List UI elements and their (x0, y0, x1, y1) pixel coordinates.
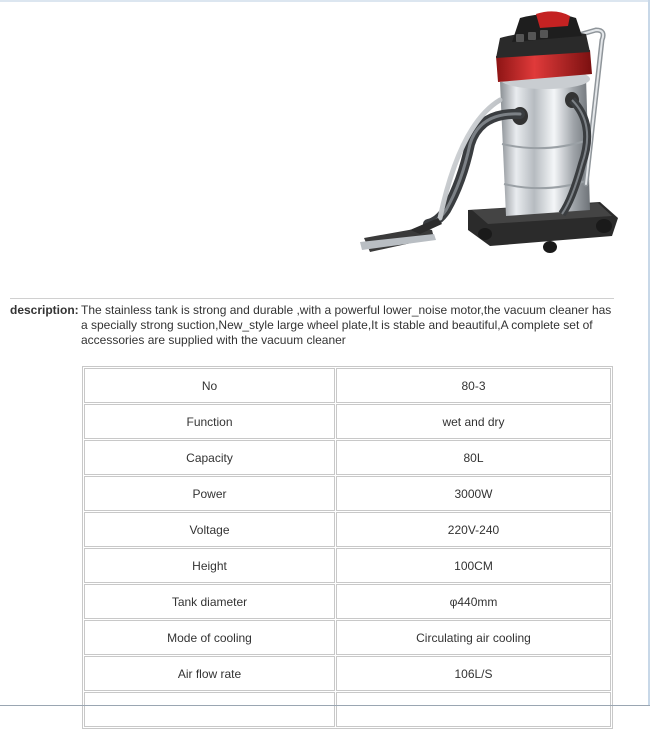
top-border (0, 0, 650, 2)
table-row (84, 584, 611, 619)
spec-label: Mode of cooling (84, 620, 335, 655)
spec-label: Height (84, 548, 335, 583)
table-row (84, 440, 611, 475)
table-row (84, 512, 611, 547)
spec-label: No (84, 368, 335, 403)
spec-value: 80L (336, 440, 611, 475)
table-row (84, 404, 611, 439)
table-row (84, 368, 611, 403)
spec-table (82, 366, 613, 729)
spec-label: Power (84, 476, 335, 511)
table-row (84, 656, 611, 691)
table-row (84, 620, 611, 655)
spec-label: Voltage (84, 512, 335, 547)
description-label: description: (10, 303, 79, 317)
table-row (84, 476, 611, 511)
spec-label: Air flow rate (84, 656, 335, 691)
spec-value: 80-3 (336, 368, 611, 403)
vacuum-cleaner-image (350, 4, 630, 272)
spec-value: 106L/S (336, 656, 611, 691)
spec-label: Function (84, 404, 335, 439)
spec-value: 3000W (336, 476, 611, 511)
spec-label (84, 692, 335, 727)
spec-value: wet and dry (336, 404, 611, 439)
spec-value: 100CM (336, 548, 611, 583)
spec-label: Capacity (84, 440, 335, 475)
description-text: The stainless tank is strong and durable ,with a powerful lower_noise motor,the vacuum cleaner has a specially strong suction,New_style large wheel plate,It is stable and beautiful,A complete set of accessories are supplied with the vacuum cleaner (81, 303, 612, 347)
spec-value (336, 692, 611, 727)
spec-value: φ440mm (336, 584, 611, 619)
spec-value: Circulating air cooling (336, 620, 611, 655)
spec-value: 220V-240 (336, 512, 611, 547)
description-divider (10, 298, 614, 299)
table-row (84, 692, 611, 727)
spec-label: Tank diameter (84, 584, 335, 619)
table-row (84, 548, 611, 583)
